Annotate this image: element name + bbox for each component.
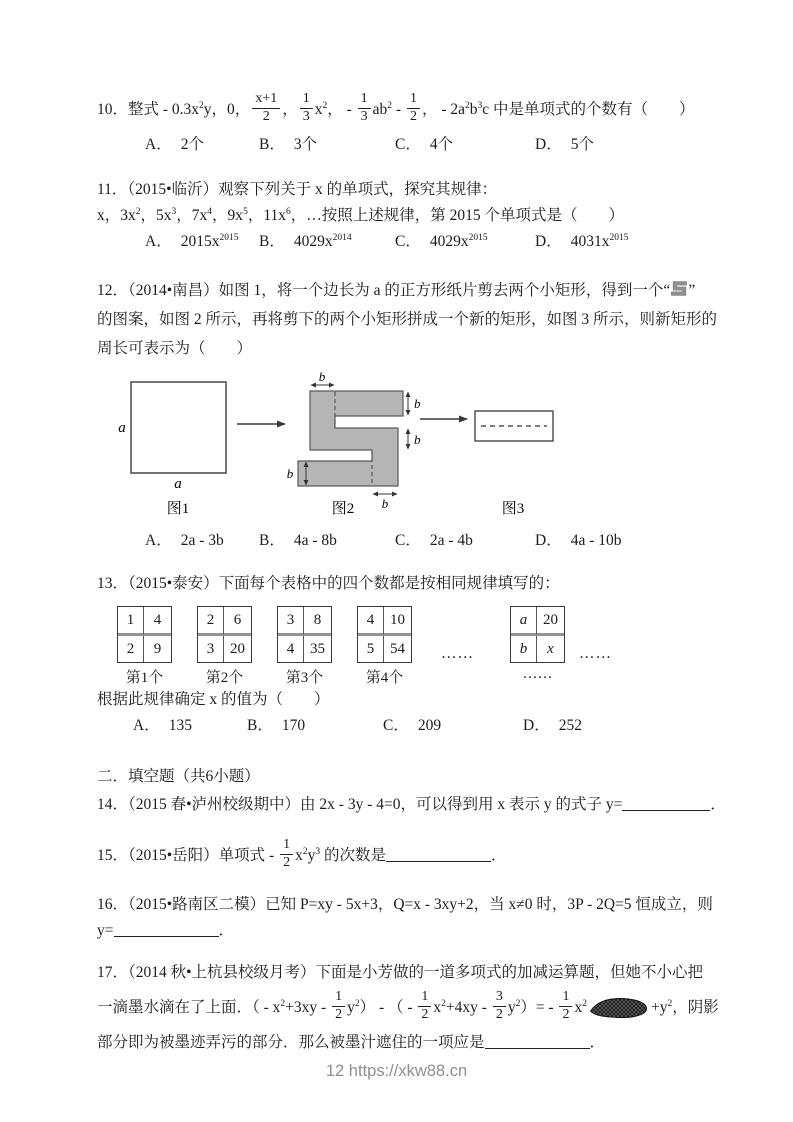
question-12-options — [145, 528, 757, 553]
question-11 — [97, 177, 757, 254]
answer-blank — [114, 922, 219, 937]
dim-label-b: b — [381, 496, 389, 511]
question-13-line1: 13．（2015•泰安）下面每个表格中的四个数都是按相同规律填写的： — [97, 575, 560, 592]
table-2: 2 6 3 20 第2个 — [197, 606, 252, 687]
table-3: 3 8 4 35 第3个 — [277, 606, 332, 687]
question-12-line2: 的图案，如图 2 所示，再将剪下的两个小矩形拼成一个新的矩形，如图 3 所示，则新矩形的 — [97, 311, 718, 328]
option-c: C． 209 — [383, 717, 442, 734]
ellipsis: …… — [441, 645, 474, 662]
option-c: C． $4029x^{2015}$ — [395, 232, 488, 250]
question-12 — [97, 276, 757, 553]
figure-3-caption: 图3 — [501, 501, 525, 517]
question-17-line2: 一滴墨水滴在了上面．（ - $x^2+3xy$ - $\frac{1}{2}$ $y^2$） - （ - $\frac{1}{2}$ $x^2+4xy$ - $\frac{3}{2}$ $y^2)=$ - $\frac{1}{2}$ $x^2 +y^2$，阴影 — [97, 989, 719, 1022]
question-11-options — [145, 229, 757, 254]
option-a: A． 135 — [133, 717, 192, 734]
figure-3-rectangle — [475, 411, 553, 517]
table-4: 4 10 5 54 第4个 — [357, 606, 412, 687]
answer-blank — [622, 796, 710, 811]
fraction: $\frac{1}{2}$ — [280, 838, 293, 870]
page-footer: 12 https://xkw88.cn — [325, 1062, 468, 1080]
question-10: 10．整式 - $0.3x^2y$，0， $\frac{x+1}{2}$ ， $\frac{1}{3}$ $x^2$， - $\frac{1}{3}$ $ab^2$ - $\frac{1}{2}$ ， - $2a^2b^3c$ 中是单项式的个数有（ ） — [97, 91, 695, 124]
option-d: D． 252 — [523, 717, 582, 734]
question-13-options — [133, 713, 757, 738]
fraction: $\frac{x+1}{2}$ — [252, 92, 280, 124]
dim-label-b: b — [318, 369, 326, 384]
fraction: $\frac{1}{2}$ — [332, 990, 345, 1022]
five-shape-icon — [671, 281, 687, 296]
question-14: 14．（2015 春•泸州校级期中）由 2x - 3y - 4=0，可以得到用 x 表示 y 的式子 y= ． — [97, 796, 726, 813]
dim-label-b: b — [414, 396, 421, 411]
fraction: $\frac{1}{2}$ — [418, 990, 431, 1022]
fraction: $\frac{1}{3}$ — [300, 92, 313, 124]
fraction: $\frac{1}{2}$ — [407, 92, 420, 124]
fraction: $\frac{1}{2}$ — [559, 990, 572, 1022]
option-a: A． 2a - 3b — [145, 532, 224, 549]
question-11-line2: x，$3x^2$，$5x^3$，$7x^4$，$9x^5$，$11x^6$，…按照上述规律，第 2015 个单项式是（ ） — [97, 206, 625, 224]
ellipsis: …… — [579, 645, 612, 662]
section-2-header: 二．填空题（共6小题） — [97, 768, 260, 785]
ink-blot-icon — [590, 996, 648, 1020]
option-c: C． 2a - 4b — [395, 532, 473, 549]
number-tables — [117, 606, 757, 687]
figure-2-caption: 图2 — [331, 501, 355, 517]
question-10-options — [145, 132, 757, 157]
option-b: B． 4a - 8b — [259, 532, 337, 549]
option-c: C． 4个 — [395, 136, 454, 153]
question-17-line3: 部分即为被墨迹弄污的部分．那么被墨汁遮住的一项应是 ． — [97, 1034, 606, 1051]
option-b: B． $4029x^{2014}$ — [259, 232, 352, 250]
table-1: 1 4 2 9 第1个 — [117, 606, 172, 687]
question-13-line2: 根据此规律确定 x 的值为（ ） — [97, 691, 330, 708]
option-d: D． 5个 — [535, 136, 594, 153]
side-label-a: a — [118, 420, 126, 436]
figure-1-square — [118, 382, 226, 517]
question-12-line1: 12．（2014•南昌）如图 1，将一个边长为 a 的正方形纸片剪去两个小矩形，得到一个“ ” — [97, 282, 696, 299]
question-15: 15．（2015•岳阳）单项式 - $\frac{1}{2}$ $x^2y^3$ 的次数是 ． — [97, 837, 507, 870]
side-label-a: a — [174, 476, 182, 492]
question-16-line1: 16．（2015•路南区二模）已知 P=xy - 5x+3，Q=x - 3xy+2，当 x≠0 时，3P - 2Q=5 恒成立，则 — [97, 896, 713, 913]
question-13 — [97, 571, 757, 738]
fraction: $\frac{1}{3}$ — [358, 92, 371, 124]
answer-blank — [386, 847, 491, 862]
figure-2-s-shape — [287, 369, 421, 517]
question-12-line3: 周长可表示为（ ） — [97, 340, 253, 357]
option-b: B． 3个 — [259, 136, 318, 153]
figure-1-caption: 图1 — [166, 501, 190, 517]
option-d: D． 4a - 10b — [535, 532, 622, 549]
option-b: B． 170 — [247, 717, 306, 734]
question-16 — [97, 892, 757, 944]
question-11-line1: 11．（2015•临沂）观察下列关于 x 的单项式，探究其规律： — [97, 181, 498, 198]
option-a: A． $2015x^{2015}$ — [145, 232, 239, 250]
table-n: a 20 b x …… — [510, 606, 565, 687]
question-12-figure — [115, 369, 757, 526]
figure-diagram — [115, 369, 585, 521]
answer-blank — [485, 1034, 590, 1049]
fraction: $\frac{3}{2}$ — [493, 990, 506, 1022]
option-a: A． 2个 — [145, 136, 204, 153]
question-16-line2: y= ． — [97, 922, 235, 939]
option-d: D． $4031x^{2015}$ — [535, 232, 629, 250]
dim-label-b: b — [414, 432, 421, 447]
question-17 — [97, 960, 757, 1056]
dim-label-b: b — [286, 466, 294, 481]
question-17-line1: 17．（2014 秋•上杭县校级月考）下面是小芳做的一道多项式的加减运算题，但她不小心把 — [97, 964, 704, 981]
